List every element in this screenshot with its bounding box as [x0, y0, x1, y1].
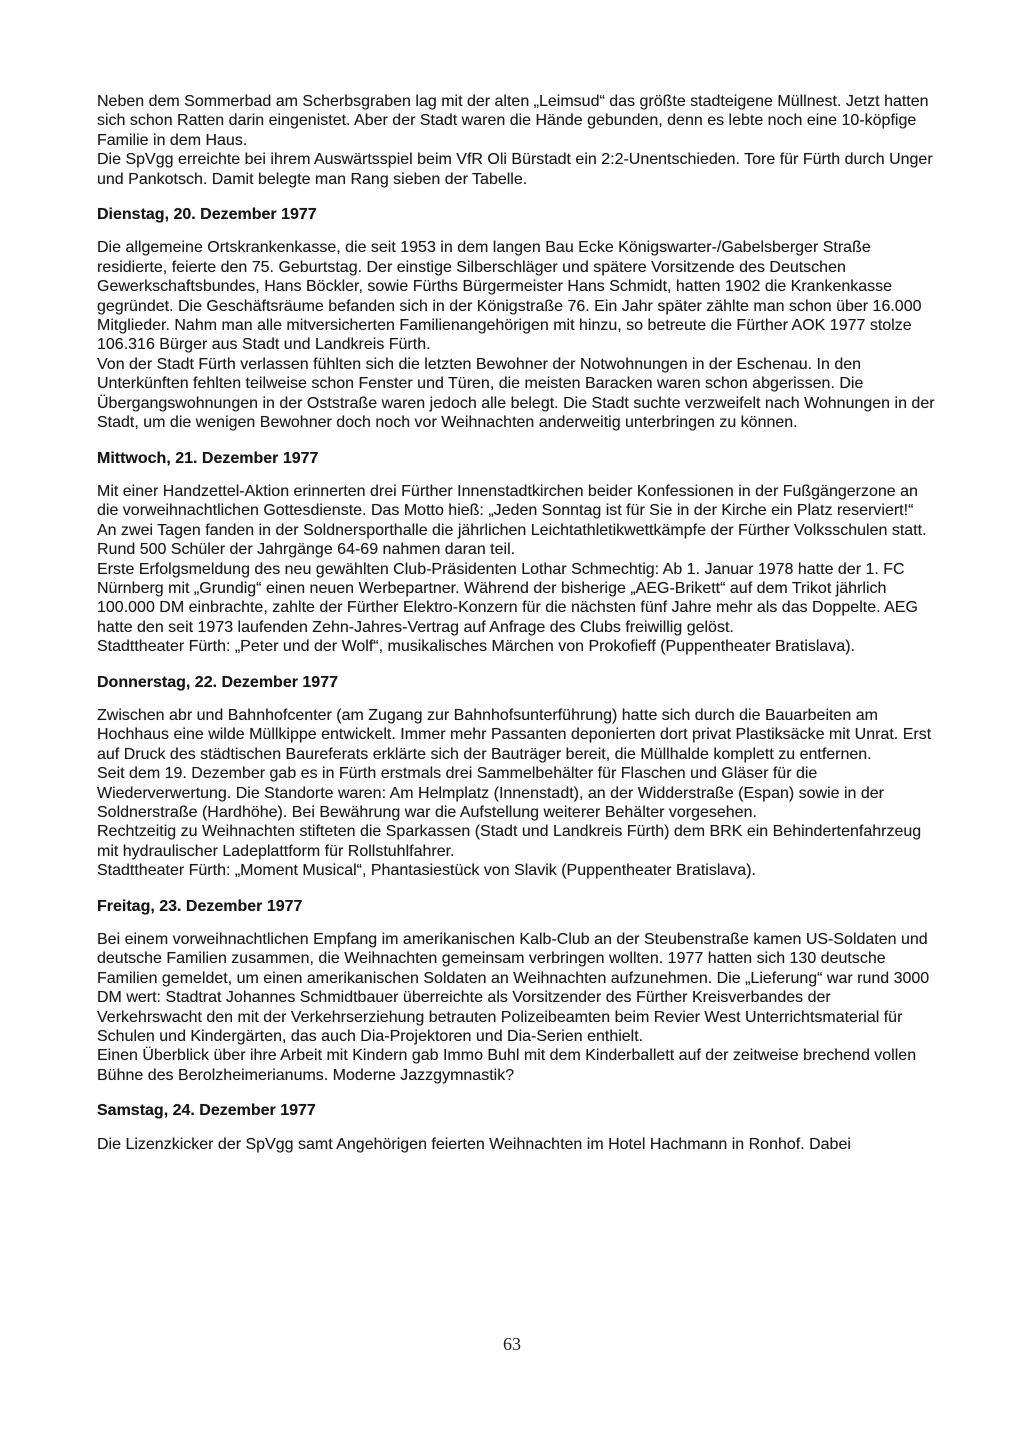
paragraph: Erste Erfolgsmeldung des neu gewählten Club-Präsidenten Lothar Schmechtig: Ab 1. Januar 1978 hatte der 1. FC Nürnberg mit „Grundig“ einen neuen Werbepartner. Während der bisherige „AEG-Brikett“ auf dem Trikot jährlich 100.000 DM einbrachte, zahlte der Fürther Elektro-Konzern für die nächsten fünf Jahre mehr als das Doppelte. AEG hatte den seit 1973 laufenden Zehn-Jahres-Vertrag auf Anfrage des Clubs freiwillig gelöst.: [97, 560, 918, 636]
day-heading-samstag-24-dezember: Samstag, 24. Dezember 1977: [97, 1102, 316, 1120]
day-heading-freitag-23-dezember: Freitag, 23. Dezember 1977: [97, 897, 303, 915]
paragraph: Die SpVgg erreichte bei ihrem Auswärtsspiel beim VfR Oli Bürstadt ein 2:2-Unentschieden. Tore für Fürth durch Unger und Pankotsch. Damit belegte man Rang sieben der Tabelle.: [97, 151, 933, 188]
day-heading-donnerstag-22-dezember: Donnerstag, 22. Dezember 1977: [97, 673, 338, 691]
paragraph: Seit dem 19. Dezember gab es in Fürth erstmals drei Sammelbehälter für Flaschen und Gläser für die Wiederverwertung. Die Standorte waren: Am Helmplatz (Innenstadt), an der Widderstraße (Espan) sowie in der Soldnerstraße (Hardhöhe). Bei Bewährung war die Aufstellung weiterer Behälter vorgesehen.: [97, 765, 885, 821]
paragraph: Stadttheater Fürth: „Peter und der Wolf“, musikalisches Märchen von Prokofieff (Puppentheater Bratislava).: [97, 638, 855, 656]
paragraph: Einen Überblick über ihre Arbeit mit Kindern gab Immo Buhl mit dem Kinderballett auf der zeitweise brechend vollen Bühne des Berolzheimerianums. Moderne Jazzgymnastik?: [97, 1047, 917, 1084]
paragraph: Stadttheater Fürth: „Moment Musical“, Phantasiestück von Slavik (Puppentheater Bratislava).: [97, 862, 756, 880]
paragraph: An zwei Tagen fanden in der Soldnersporthalle die jährlichen Leichtathletikwettkämpfe der Fürther Volksschulen statt. Rund 500 Schüler der Jahrgänge 64-69 nahmen daran teil.: [97, 521, 927, 559]
paragraph: Neben dem Sommerbad am Scherbsgraben lag mit der alten „Leimsud“ das größte stadteigene Müllnest. Jetzt hatten sich schon Ratten darin eingenistet. Aber der Stadt waren die Hände gebunden, denn es lebte noch eine 10-köpfige Familie in dem Haus.: [97, 93, 929, 149]
day-heading-dienstag-20-dezember: Dienstag, 20. Dezember 1977: [97, 206, 317, 224]
page-content: [97, 92, 935, 1154]
paragraph: Zwischen abr und Bahnhofcenter (am Zugang zur Bahnhofsunterführung) hatte sich durch die Bauarbeiten am Hochhaus eine wilde Müllkippe entwickelt. Immer mehr Passanten deponierten dort privat Plastiksäcke mit Unrat. Erst auf Druck des städtischen Baureferats erklärte sich der Bauträger bereit, die Müllhalde komplett zu entfernen.: [97, 706, 932, 763]
paragraph: Von der Stadt Fürth verlassen fühlten sich die letzten Bewohner der Notwohnungen in der Eschenau. In den Unterkünften fehlten teilweise schon Fenster und Türen, die meisten Baracken waren schon abgerissen. Die Übergangswohnungen in der Oststraße waren jedoch alle belegt. Die Stadt suchte verzweifelt nach Wohnungen in der Stadt, um die wenigen Bewohner doch noch vor Weihnachten anderweitig unterbringen zu können.: [97, 355, 935, 432]
paragraph: Rechtzeitig zu Weihnachten stifteten die Sparkassen (Stadt und Landkreis Fürth) dem BRK ein Behindertenfahrzeug mit hydraulischer Ladeplattform für Rollstuhlfahrer.: [97, 823, 922, 860]
day-heading-mittwoch-21-dezember: Mittwoch, 21. Dezember 1977: [97, 449, 319, 467]
paragraph: Die Lizenzkicker der SpVgg samt Angehörigen feierten Weihnachten im Hotel Hachmann in Ronhof. Dabei: [97, 1135, 851, 1153]
paragraph: Bei einem vorweihnachtlichen Empfang im amerikanischen Kalb-Club an der Steubenstraße kamen US-Soldaten und deutsche Familien zusammen, die Weihnachten gemeinsam verbringen wollten. 1977 hatten sich 130 deutsche Familien gemeldet, um einen amerikanischen Soldaten an Weihnachten aufzunehmen. Die „Lieferung“ war rund 3000 DM wert: Stadtrat Johannes Schmidtbauer überreichte als Vorsitzender des Fürther Kreisverbandes der Verkehrswacht den mit der Verkehrserziehung betrauten Polizeibeamten beim Revier West Unterrichtsmaterial für Schulen und Kindergärten, das auch Dia-Projektoren und Dia-Serien enthielt.: [97, 931, 930, 1046]
page-number: 63: [503, 1334, 521, 1354]
paragraph: Die allgemeine Ortskrankenkasse, die seit 1953 in dem langen Bau Ecke Königswarter-/Gabelsberger Straße residierte, feierte den 75. Geburtstag. Der einstige Silberschläger und spätere Vorsitzende des Deutschen Gewerkschaftsbundes, Hans Böckler, sowie Fürths Bürgermeister Hans Schmidt, hatten 1902 die Krankenkasse gegründet. Die Geschäftsräume befanden sich in der Königstraße 76. Ein Jahr später zählte man schon über 16.000 Mitglieder. Nahm man alle mitversicherten Familienangehörigen mit hinzu, so betreute die Fürther AOK 1977 stolze 106.316 Bürger aus Stadt und Landkreis Fürth.: [97, 239, 922, 354]
paragraph: Mit einer Handzettel-Aktion erinnerten drei Fürther Innenstadtkirchen beider Konfessionen in der Fußgängerzone an die vorweihnachtlichen Gottesdienste. Das Motto hieß: „Jeden Sonntag ist für Sie in der Kirche ein Platz reserviert!“: [97, 482, 918, 520]
